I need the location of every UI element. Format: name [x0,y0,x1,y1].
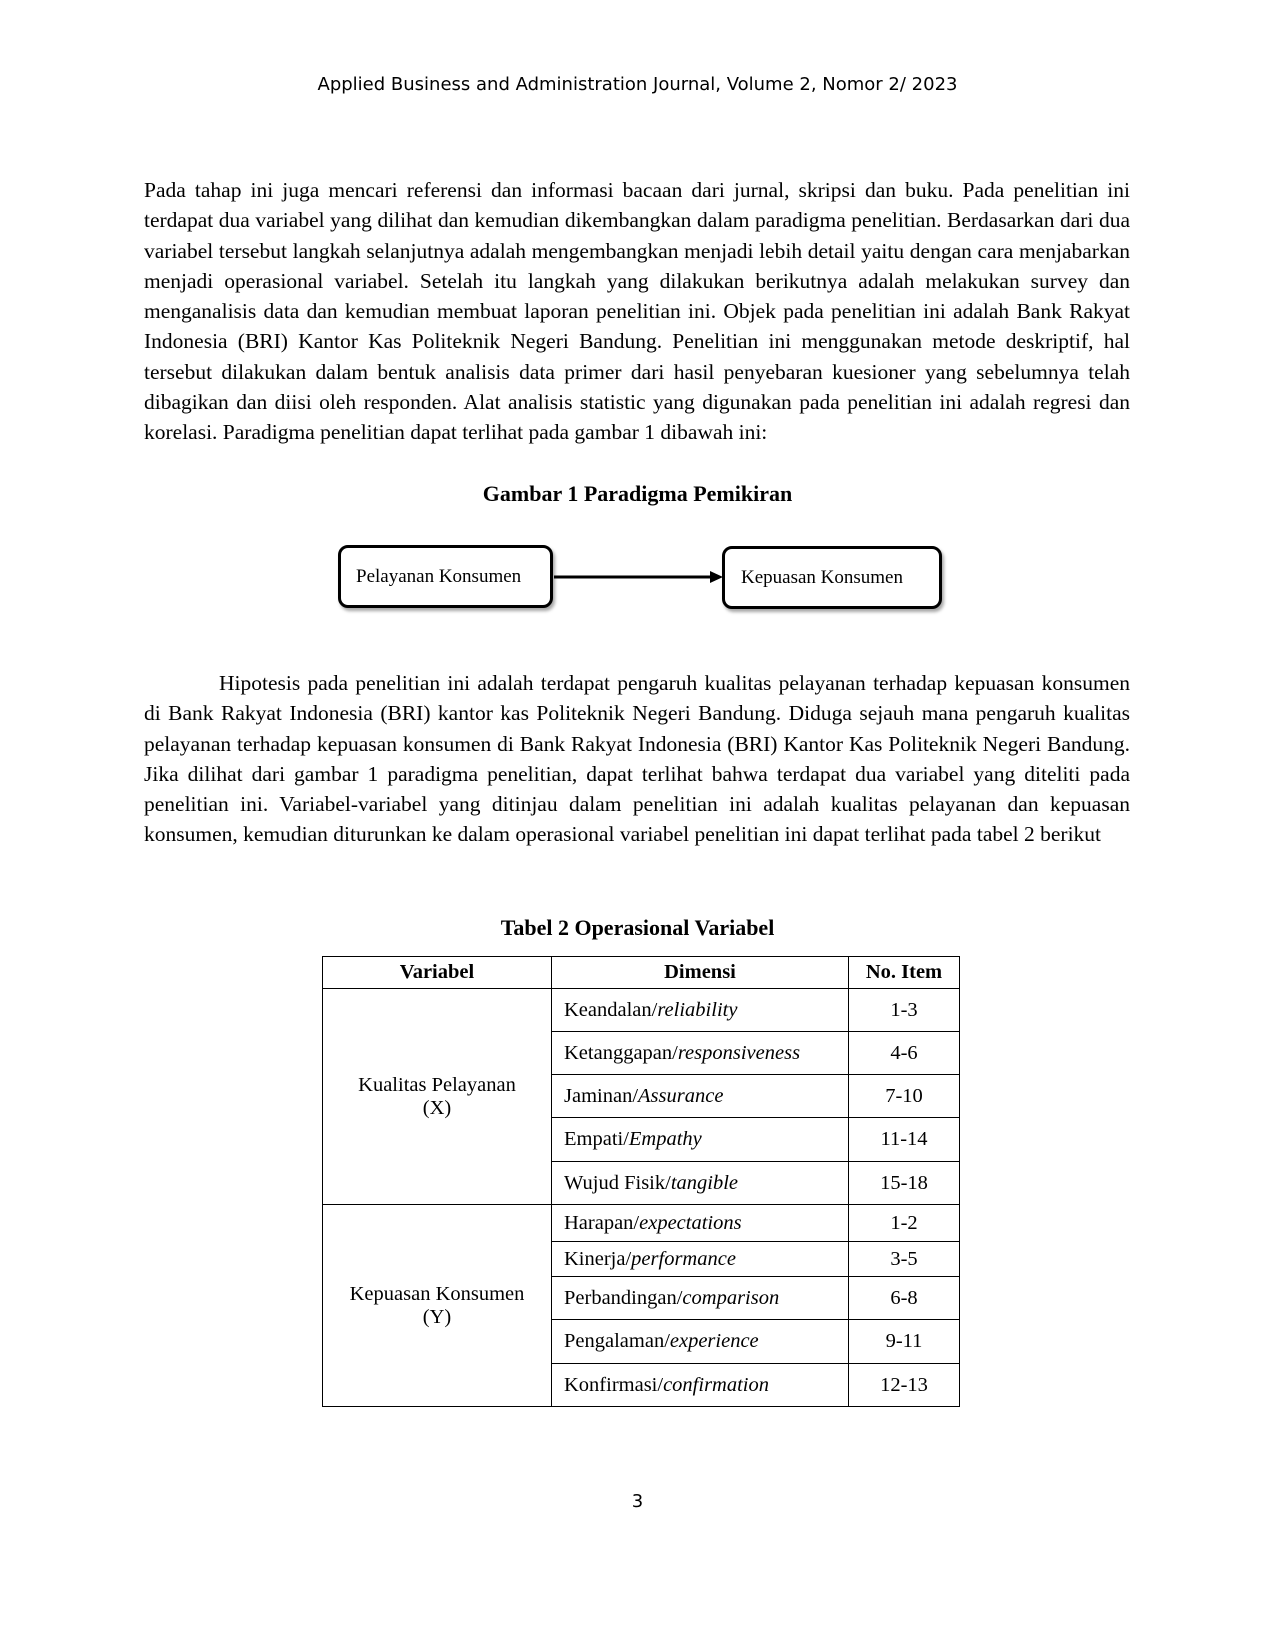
body-paragraph-2: Hipotesis pada penelitian ini adalah terdapat pengaruh kualitas pelayanan terhadap kepuasan konsumen di Bank Rakyat Indonesia (BRI) kantor kas Politeknik Negeri Bandung. Diduga sejauh mana pengaruh kualitas pelayanan terhadap kepuasan konsumen di Bank Rakyat Indonesia (BRI) Kantor Kas Politeknik Negeri Bandung. Jika dilihat dari gambar 1 paradigma penelitian, dapat terlihat bahwa terdapat dua variabel yang diteliti pada penelitian ini. Variabel-variabel yang ditinjau dalam penelitian ini adalah kualitas pelayanan dan kepuasan konsumen, kemudian diturunkan ke dalam operasional variabel penelitian ini dapat terlihat pada tabel 2 berikut [144,671,1130,847]
figure-caption: Gambar 1 Paradigma Pemikiran [482,481,793,506]
item-cell: 7-10 [849,1075,960,1118]
variable-name: Kepuasan Konsumen [349,1282,525,1305]
header-variabel: Variabel [323,957,552,989]
variable-cell [323,1205,552,1407]
dimension-cell: Konfirmasi/confirmation [552,1364,849,1407]
item-cell: 1-3 [849,989,960,1032]
table-row [323,989,960,1032]
variable-box-pelayanan-label: Pelayanan Konsumen [356,565,522,587]
item-cell: 1-2 [849,1205,960,1242]
table-header-row [323,957,960,989]
variable-box-kepuasan [722,546,942,609]
item-cell: 3-5 [849,1242,960,1277]
dimension-cell: Kinerja/performance [552,1242,849,1277]
item-cell: 4-6 [849,1032,960,1075]
item-cell: 6-8 [849,1277,960,1320]
running-header: Applied Business and Administration Journal, Volume 2, Nomor 2/ 2023 [317,74,958,95]
arrow-icon [554,566,724,588]
dimension-cell: Pengalaman/experience [552,1320,849,1364]
variable-box-pelayanan [338,545,553,608]
body-paragraph-1: Pada tahap ini juga mencari referensi dan informasi bacaan dari jurnal, skripsi dan buku. Pada penelitian ini terdapat dua variabel yang dilihat dan kemudian dikembangkan dalam paradigma penelitian. Berdasarkan dari dua variabel tersebut langkah selanjutnya adalah mengembangkan menjadi lebih detail yaitu dengan cara menjabarkan menjadi operasional variabel. Setelah itu langkah yang dilakukan berikutnya adalah melakukan survey dan menganalisis data dan kemudian membuat laporan penelitian ini. Objek pada penelitian ini adalah Bank Rakyat Indonesia (BRI) Kantor Kas Politeknik Negeri Bandung. Penelitian ini menggunakan metode deskriptif, hal tersebut dilakukan dalam bentuk analisis data primer dari hasil penyebaran kuesioner yang sebelumnya telah dibagikan dan diisi oleh responden. Alat analisis statistic yang digunakan pada penelitian ini adalah regresi dan korelasi. Paradigma penelitian dapat terlihat pada gambar 1 dibawah ini: [144,178,1130,445]
variable-symbol: (X) [422,1096,452,1119]
dimension-cell: Jaminan/Assurance [552,1075,849,1118]
item-cell: 11-14 [849,1118,960,1162]
dimension-cell: Perbandingan/comparison [552,1277,849,1320]
header-dimensi: Dimensi [552,957,849,989]
variable-box-kepuasan-label: Kepuasan Konsumen [741,566,903,588]
variable-symbol: (Y) [422,1305,452,1328]
dimension-cell: Keandalan/reliability [552,989,849,1032]
dimension-cell: Empati/Empathy [552,1118,849,1162]
page-number: 3 [631,1491,644,1512]
table-row [323,1205,960,1242]
variable-name: Kualitas Pelayanan [358,1073,516,1096]
dimension-cell: Harapan/expectations [552,1205,849,1242]
operational-variable-table [322,956,960,1407]
dimension-cell: Ketanggapan/responsiveness [552,1032,849,1075]
header-no-item: No. Item [849,957,960,989]
table-caption: Tabel 2 Operasional Variabel [500,915,775,940]
variable-cell [323,989,552,1205]
item-cell: 9-11 [849,1320,960,1364]
dimension-cell: Wujud Fisik/tangible [552,1162,849,1205]
item-cell: 15-18 [849,1162,960,1205]
item-cell: 12-13 [849,1364,960,1407]
